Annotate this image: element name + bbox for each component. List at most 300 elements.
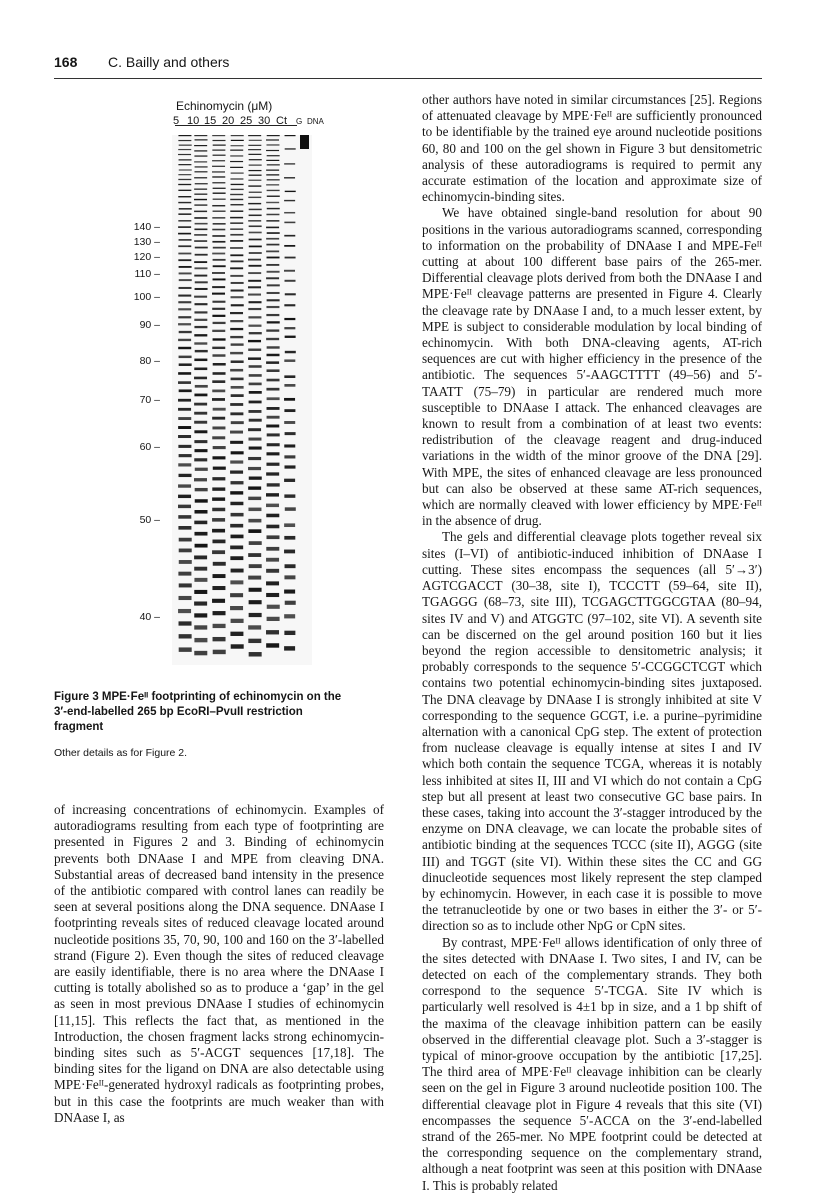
paragraph: The gels and differential cleavage plots together reveal six sites (I–VI) of antibiotic-induced inhibition of DNAase I cutting. These sites encompass the sequences (all 5′→3′) AGTCGACCT (30–38, site I), TCCCTT (59–64, site II), TGAGGG (68–73, site III), TCGAGCTTGGCGTAA (80–94, sites IV and V) and ATGGTC (97–102, site VI). A seventh site can be discerned on the gel around position 160 but it lies beyond the region accessible to densitometric analysis; it probably corresponds to the sequence 5′-CCGGCTCGT which contains two potential echinomycin-binding sites juxtaposed. The DNA cleavage by DNAase I is strongly inhibited at site V corresponding to the sequence GCGT, i.e. a purine–pyrimidine alternation with a canonical CpG step. The extent of protection from nuclease cleavage is equally intense at sites I and IV which both contain the sequence TCGA, whereas it is notably less inhibited at sites II, III and VI which do not contain a CpG step but all present at least two consecutive GC base pairs. In these cases, taking into account the 3′-stagger introduced by the enzyme on DNA cleavage, we can locate the probable sites of antibiotic binding at the sequences TCCC (site II), AGGG (site III) and TGGT (site VI). Within these sites the CC and GG dinucleotide sequences most likely represent the step clamped by echinomycin. However, in each case it is possible to move the tetranucleotide by one or two bases in either the 3′- or 5′-direction so as to include other NpG or CpN sites. [422, 529, 762, 934]
gel-band [230, 491, 243, 494]
gel-band [249, 265, 262, 267]
gel-band [266, 581, 279, 585]
gel-band [230, 228, 243, 230]
gel-band [213, 574, 226, 578]
gel-band [212, 293, 225, 295]
position-label: 50 – [139, 514, 160, 526]
gel-band [194, 171, 207, 172]
gel-band [249, 239, 262, 241]
gel-band [194, 228, 207, 230]
page-header [54, 54, 762, 76]
gel-band [266, 514, 279, 518]
gel-band [248, 428, 261, 431]
gel-band [213, 408, 226, 411]
gel-band [179, 145, 192, 146]
gel-band [178, 381, 191, 384]
gel-band [230, 481, 243, 484]
gel-band [178, 526, 191, 530]
lane-label: 20 [222, 115, 235, 127]
gel-band [230, 606, 243, 610]
gel-band [231, 378, 244, 381]
gel-band [266, 472, 279, 475]
gel-band [266, 139, 279, 140]
gel-band [194, 478, 207, 481]
gel-band [212, 272, 225, 274]
gel-band [267, 179, 280, 180]
gel-band [213, 363, 226, 366]
gel-band [249, 652, 262, 656]
gel-band [194, 319, 207, 321]
page-number: 168 [54, 54, 78, 70]
gel-band [249, 252, 262, 254]
gel-band [230, 431, 243, 434]
gel-band [285, 351, 296, 353]
gel-band [266, 630, 279, 634]
gel-band [194, 578, 207, 582]
gel-band [266, 547, 279, 551]
gel-band [213, 247, 226, 249]
gel-band [266, 643, 279, 647]
gel-band [285, 257, 296, 259]
gel-band [284, 494, 295, 497]
gel-band [194, 359, 207, 362]
gel-band [267, 284, 280, 286]
gel-band [213, 198, 226, 199]
gel-band [194, 161, 207, 162]
gel-band [194, 193, 207, 194]
gel-band [194, 651, 207, 655]
gel-band [230, 535, 243, 539]
gel-band [267, 617, 280, 621]
gel-band [249, 613, 262, 617]
gel-band [194, 555, 207, 559]
gel-band [230, 524, 243, 528]
gel-band [230, 247, 243, 249]
gel-band [266, 227, 279, 229]
gel-band [231, 386, 244, 389]
gel-band [213, 624, 226, 628]
gel-band [285, 191, 296, 192]
gel-band [212, 235, 225, 237]
gel-band [248, 325, 261, 327]
gel-band [266, 569, 279, 573]
gel-band [267, 443, 280, 446]
gel-band [285, 280, 296, 282]
gel-band [194, 510, 207, 514]
gel-band [267, 483, 280, 486]
gel-band [231, 304, 244, 306]
gel-band [248, 203, 261, 204]
gel-band [179, 389, 192, 392]
gel-band [212, 398, 225, 401]
gel-band [267, 407, 280, 410]
gel-band [231, 260, 244, 262]
gel-autoradiogram [172, 135, 312, 665]
gel-band [231, 296, 244, 298]
lane-label: 5 [173, 115, 180, 127]
gel-band [194, 145, 207, 146]
gel-band [248, 438, 261, 441]
position-label: 80 – [139, 355, 160, 367]
gel-band [194, 177, 207, 178]
gel-band [195, 139, 208, 140]
gel-band [267, 257, 280, 259]
gel-band [195, 254, 208, 256]
gel-band [194, 421, 207, 424]
gel-band [266, 174, 279, 175]
gel-band [194, 240, 207, 242]
gel-band [248, 294, 261, 296]
gel-band [230, 178, 243, 179]
gel-band [231, 135, 244, 136]
gel-band [178, 308, 191, 310]
gel-band [249, 225, 262, 227]
gel-band [230, 254, 243, 256]
gel-band [194, 311, 207, 313]
gel-band [212, 176, 225, 177]
gel-band [248, 180, 261, 181]
gel-band [212, 497, 225, 500]
gel-band [179, 279, 192, 281]
gel-band [178, 435, 191, 438]
position-label: 100 – [133, 291, 160, 303]
gel-band [266, 277, 279, 279]
gel-band [267, 292, 280, 294]
gel-band [248, 486, 261, 489]
gel-band [230, 312, 243, 314]
gel-band [249, 192, 262, 193]
gel-band [248, 340, 261, 342]
gel-band [230, 204, 243, 205]
gel-band [267, 321, 280, 323]
gel-band [178, 220, 191, 222]
gel-band [284, 455, 295, 458]
gel-band [284, 359, 295, 362]
gel-band [266, 184, 279, 185]
gel-band [230, 369, 243, 372]
gel-band [195, 281, 208, 283]
figure-axis-title: Echinomycin (μM) [176, 99, 273, 113]
gel-band [178, 505, 191, 508]
gel-band [248, 308, 261, 310]
gel-band [213, 210, 226, 212]
gel-band [266, 150, 279, 151]
gel-band [178, 190, 191, 191]
gel-band [284, 384, 295, 387]
gel-band [230, 155, 243, 156]
gel-band [212, 417, 225, 420]
gel-band [178, 572, 191, 576]
gel-band [212, 508, 225, 512]
gel-band [178, 399, 191, 402]
paragraph: By contrast, MPE·Feᴵᴵ allows identification of only three of the sites detected with DNAase I. Two sites, I and IV, can be detected on each of the complementary strands. They both correspond to the sequence 5′-TCGA. Site IV which is particularly well resolved is 4±1 bp in size, and a 1 bp shift of the maxima of the cleavage inhibition pattern can be easily observed in the differential cleavage plot. Such a 3′-stagger is typical of minor-groove occupation by the antibiotic [17,25]. The third area of MPE·Feᴵᴵ cleavage inhibition can be clearly seen on the gel in Figure 3 around nucleotide position 100. The differential cleavage plot in Figure 4 reveals that this site (VI) encompasses the sequence 5′-ACCA on the 3′-end-labelled strand of the 265-mer. No MPE footprint could be detected at the corresponding sequence on the complementary strand, although a neat footprint was seen at this position with DNAase I. This is probably related [422, 934, 762, 1193]
gel-band [249, 165, 262, 166]
gel-band [248, 497, 261, 500]
gel-band [230, 167, 243, 168]
gel-band [194, 342, 207, 344]
gel-band [266, 170, 279, 171]
gel-band [179, 331, 192, 333]
gel-band [231, 513, 244, 517]
gel-band [179, 159, 192, 160]
gel-band [178, 135, 191, 136]
gel-band [285, 336, 296, 338]
gel-band [249, 374, 262, 377]
gel-band [267, 164, 280, 165]
gel-band [194, 458, 207, 461]
gel-band [267, 208, 280, 209]
gel-band [179, 474, 192, 477]
paragraph: other authors have noted in similar circumstances [25]. Regions of attenuated cleavage by MPE·Feᴵᴵ are sufficiently pronounced to be identifiable by the trained eye around nucleotide positions 60, 80 and 100 on the gel shown in Figure 3 but densitometric analysis of these autoradiograms is required to permit any accurate estimation of the location and approximate size of echinomycin-binding sites. [422, 92, 762, 205]
gel-band [249, 365, 262, 368]
gel-band [266, 504, 279, 507]
gel-band [178, 323, 191, 325]
gel-band [248, 135, 261, 136]
gel-band [249, 301, 262, 303]
gel-band [267, 155, 280, 156]
gel-band [266, 306, 279, 308]
gel-band [266, 525, 279, 529]
gel-band [213, 259, 226, 261]
gel-band [195, 385, 208, 388]
gel-band [231, 343, 244, 345]
gel-band [194, 155, 207, 156]
gel-band [194, 204, 207, 205]
gel-band [248, 357, 261, 359]
gel-band [212, 354, 225, 356]
gel-band [212, 253, 225, 255]
gel-band [284, 575, 295, 579]
gel-band [284, 212, 295, 214]
gel-band [248, 519, 261, 523]
header-rule [54, 78, 762, 79]
gel-band [212, 487, 225, 490]
gel-band [248, 220, 261, 222]
gel-band [266, 214, 279, 216]
gel-band [249, 588, 262, 592]
gel-band [212, 347, 225, 349]
gel-band [178, 184, 191, 185]
gel-band [178, 495, 191, 498]
gel-band [267, 397, 280, 400]
gel-band [178, 609, 191, 613]
gel-band [248, 410, 261, 413]
gel-band [230, 352, 243, 354]
gel-band [212, 182, 225, 183]
gel-band [212, 518, 225, 522]
caption-note: Other details as for Figure 2. [54, 747, 188, 759]
gel-band [212, 241, 225, 243]
gel-band [267, 271, 280, 273]
gel-band [212, 166, 225, 167]
gel-band [249, 600, 262, 604]
gel-band [178, 515, 191, 519]
gel-band [212, 171, 225, 172]
gel-band [248, 145, 261, 146]
position-label: 60 – [139, 441, 160, 453]
gel-band [179, 272, 192, 274]
gel-band [213, 145, 226, 146]
gel-band [213, 650, 226, 654]
gel-band [267, 416, 280, 419]
gel-band [194, 188, 207, 189]
gel-band [284, 550, 295, 554]
gel-band [284, 235, 295, 237]
gel-band [249, 383, 262, 386]
gel-band [194, 234, 207, 236]
gel-band [248, 508, 261, 512]
gel-band [194, 326, 207, 328]
gel-band [212, 456, 225, 459]
gel-band [248, 197, 261, 198]
gel-band [194, 150, 207, 151]
gel-band [248, 576, 261, 580]
gel-band [249, 209, 262, 210]
gel-band [248, 272, 261, 274]
gel-band [194, 440, 207, 443]
gel-band [213, 446, 226, 449]
gel-band [178, 213, 191, 215]
gel-band [179, 560, 192, 564]
gel-band [178, 140, 191, 141]
gel-band [248, 170, 261, 171]
gel-band [212, 286, 225, 288]
gel-band [284, 465, 295, 468]
gel-band [179, 647, 192, 651]
gel-band [194, 377, 207, 380]
right-column-text [422, 92, 762, 1194]
lane-label: Ct [276, 115, 287, 127]
gel-band [230, 470, 243, 473]
position-label: 90 – [139, 319, 160, 331]
gel-band [213, 467, 226, 470]
gel-band [284, 421, 295, 424]
gel-band [212, 529, 225, 533]
gel-band [231, 644, 244, 648]
gel-band [178, 347, 191, 349]
gel-band [194, 638, 207, 642]
gel-band [266, 463, 279, 466]
gel-band [231, 184, 244, 185]
gel-band [212, 229, 225, 231]
gel-band [231, 360, 244, 363]
gel-band [230, 403, 243, 406]
gel-band [213, 322, 226, 324]
gel-band [230, 556, 243, 560]
gel-band [178, 154, 191, 155]
gel-band [212, 436, 225, 439]
gel-band [194, 613, 207, 617]
gel-band [213, 265, 226, 267]
gel-band [284, 536, 295, 540]
gel-band [266, 425, 279, 428]
gel-band [194, 394, 207, 397]
gel-band [178, 408, 191, 411]
gel-band [179, 454, 192, 457]
gel-band [249, 246, 262, 248]
gel-band [194, 521, 207, 525]
gel-band [248, 154, 261, 155]
gel-band [266, 593, 279, 597]
gel-band [179, 583, 192, 587]
gel-band [195, 488, 208, 491]
gel-band [194, 275, 207, 277]
gel-band [194, 449, 207, 452]
gel-band [179, 208, 192, 209]
gel-band [284, 523, 295, 527]
gel-band [194, 334, 207, 336]
gel-band [230, 580, 243, 584]
gel-band [284, 409, 295, 412]
gel-band [231, 145, 244, 146]
position-label: 120 – [133, 251, 160, 263]
gel-band [179, 538, 192, 542]
gel-band [285, 507, 296, 511]
lane-label: DNA [307, 117, 324, 126]
gel-band [212, 550, 225, 554]
gel-band [212, 330, 225, 332]
gel-band [230, 194, 243, 195]
gel-band [266, 558, 279, 562]
gel-band [194, 267, 207, 269]
gel-band [194, 590, 207, 594]
gel-band [230, 234, 243, 236]
gel-band [248, 286, 261, 288]
gel-band [230, 199, 243, 200]
gel-band [178, 179, 191, 180]
gel-band [284, 590, 295, 594]
gel-band [230, 217, 243, 219]
gel-band [230, 161, 243, 162]
gel-band [179, 621, 192, 625]
paragraph: of increasing concentrations of echinomycin. Examples of autoradiograms resulting from each type of footprinting are presented in Figures 2 and 3. Binding of echinomycin prevents both DNAase I and MPE from cleaving DNA. Substantial areas of decreased band intensity in the presence of the antibiotic compared with control lanes can readily be seen at several positions along the DNA sequence. DNAase I footprinting reveals sites of reduced cleavage located around nucleotide positions 35, 70, 90, 100 and 160 on the 3′-labelled strand (Figure 2). Even though the sites of reduced cleavage are easily identifiable, there is no area where the DNAase I cutting is totally abolished so as to produce a ‘gap’ in the gel as seen in most previous DNAase I studies of echinomycin [11,15]. This reflects the fact that, as mentioned in the Introduction, the chosen fragment lacks strong echinomycin-binding sites such as 5′-ACGT sequences [17,18]. The binding sites for the ligand on DNA are also detectable using MPE·Feᴵᴵ-generated hydroxyl radicals as footprinting probes, but in this case the footprints are much weaker than with DNAase I, as [54, 802, 384, 1125]
gel-band [212, 390, 225, 393]
position-label: 40 – [139, 611, 160, 623]
gel-band [230, 267, 243, 269]
gel-band [266, 338, 279, 340]
gel-band [230, 441, 243, 444]
gel-band [267, 379, 280, 382]
gel-band [194, 199, 207, 200]
gel-band [266, 250, 279, 252]
left-column-text [54, 802, 384, 1126]
gel-band [178, 259, 191, 261]
gel-band [212, 586, 225, 590]
gel-band [284, 375, 295, 378]
gel-band [179, 287, 192, 289]
lane-label: 25 [240, 115, 253, 127]
gel-band [194, 601, 207, 605]
gel-band [194, 430, 207, 433]
gel-band [248, 625, 261, 629]
gel-band [178, 339, 191, 341]
gel-band [231, 140, 244, 141]
gel-band [179, 356, 192, 358]
gel-band [178, 149, 191, 150]
gel-band [179, 549, 192, 553]
gel-band [179, 266, 192, 268]
gel-band [178, 484, 191, 487]
gel-band [195, 223, 208, 225]
gel-band [195, 499, 208, 502]
gel-band [249, 477, 262, 480]
gel-band [212, 315, 225, 317]
gel-band [213, 562, 226, 566]
gel-band [249, 419, 262, 422]
gel-band [266, 493, 279, 496]
gel-band [266, 264, 279, 266]
gel-band [266, 314, 279, 316]
